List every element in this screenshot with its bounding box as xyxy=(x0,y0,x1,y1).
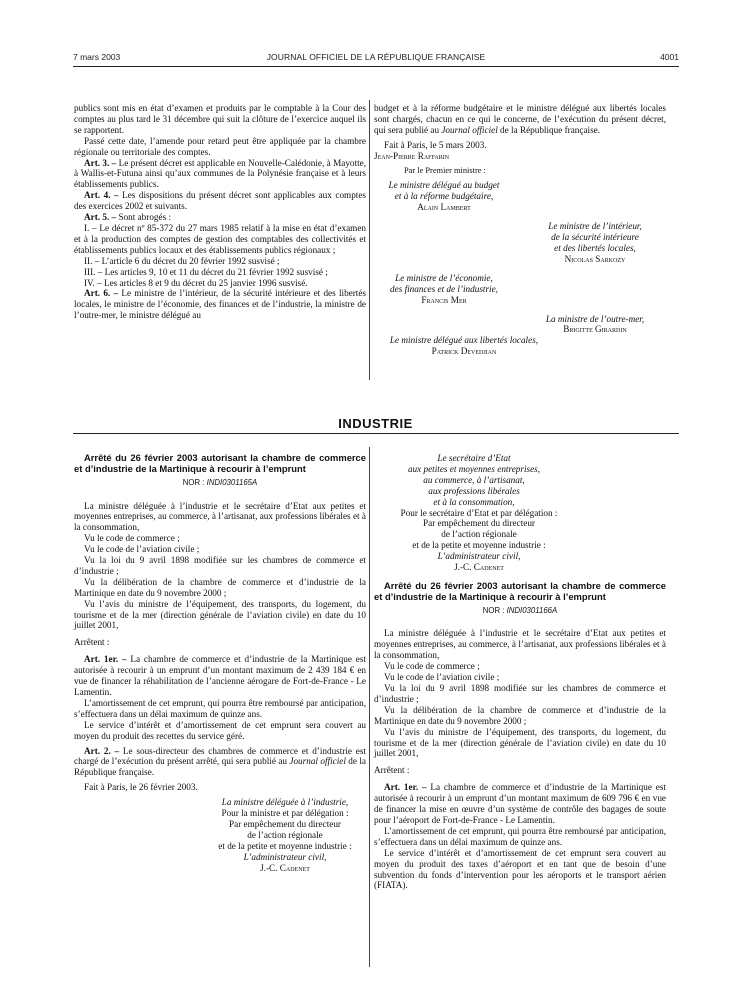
signing-place-date: Fait à Paris, le 5 mars 2003. xyxy=(384,139,487,150)
visa: Vu la délibération de la chambre de commerce et d’industrie de la Martinique en date du 9 novembre 2000 ; xyxy=(74,576,366,598)
article-label: Art. 6. – xyxy=(84,288,119,299)
paragraph: publics sont mis en état d’examen et produits par le comptable à la Cour des comptes au plus tard le 31 décembre qui suit la clôture de l’exercice auquel ils se rapportent. xyxy=(74,103,366,135)
visa: Vu la loi du 9 avril 1898 modifiée sur les chambres de commerce et d’industrie ; xyxy=(74,555,366,576)
header-page-number: 4001 xyxy=(660,52,679,62)
article-label: Art. 2. – xyxy=(84,745,120,756)
visa: Vu le code de l’aviation civile ; xyxy=(84,544,200,555)
arrete-title: Arrêté du 26 février 2003 autorisant la chambre de commerce et d’industrie de la Martinique à recourir à l’emprunt xyxy=(74,452,366,474)
article-label: Art. 4. – xyxy=(84,190,119,201)
signatory-delegation: et de la petite et moyenne industrie : xyxy=(218,840,352,851)
list-item: I. – Le décret nº 85-372 du 27 mars 1985 relatif à la mise en état d’examen et à la production des comptes de gestion des comptables des collectivités et établissements publics locaux et des établissements publics régionaux ; xyxy=(74,222,366,255)
signatory-title: Le ministre de l’intérieur, xyxy=(548,221,642,232)
article-label: Art. 3. – xyxy=(84,157,117,168)
article-1 xyxy=(374,782,666,826)
signature-block xyxy=(204,797,366,873)
arrete-165-column xyxy=(74,453,366,874)
closing-paragraph: budget et à la réforme budgétaire et le ministre délégué aux libertés locales sont chargés, chacun en ce qui le concerne, de l’exécution du présent décret, qui sera publié au Journal officiel de la République française. xyxy=(374,103,666,135)
paragraph: Le service d’intérêt et d’amortissement de cet emprunt sera couvert au moyen du produit des recettes du service géré. xyxy=(74,719,366,741)
signatory-title: Le ministre délégué au budget xyxy=(388,180,500,191)
list-item: III. – Les articles 9, 10 et 11 du décret du 21 février 1992 susvisé ; xyxy=(84,266,328,277)
signatory-title: et des libertés locales, xyxy=(554,242,636,253)
article-text: La chambre de commerce et d’industrie de la Martinique est autorisée à recourir à un emprunt d’un montant maximum de 2 439 184 € en vue de financer la réhabilitation de l’ancienne aérogare de Fort-de-France - Le Lamentin. xyxy=(74,654,366,697)
signatory-name: J.-C. Cadenet xyxy=(454,562,504,573)
visa: Vu l’avis du ministre de l’équipement, des transports, du logement, du tourisme et de la mer (direction générale de l’aviation civile) en date du 10 juillet 2001, xyxy=(374,726,666,759)
article-label: Art. 5. – xyxy=(84,212,117,223)
header-rule xyxy=(73,66,679,67)
section-title: INDUSTRIE xyxy=(338,416,413,431)
signatory-title: Le ministre délégué aux libertés locales, xyxy=(389,335,539,346)
signatory-title: L’administrateur civil, xyxy=(243,851,327,862)
signature-block xyxy=(524,314,666,336)
article-label: Art. 1er. – xyxy=(84,654,127,665)
signatory-title: des finances et de l’industrie, xyxy=(390,283,498,294)
signatory-title: et à la réforme budgétaire, xyxy=(394,191,494,202)
signature-block xyxy=(374,453,574,508)
paragraph: Passé cette date, l’amende pour retard peut être appliquée par la chambre régionale ou territoriale des comptes. xyxy=(74,135,366,157)
signatory-name: J.-C. Cadenet xyxy=(260,862,310,873)
visa: Vu l’avis du ministre de l’équipement, des transports, du logement, du tourisme et de la mer (direction générale de l’aviation civile) en date du 10 juillet 2001, xyxy=(74,598,366,631)
article-2: Art. 2. – Le sous-directeur des chambres de commerce et d’industrie est chargé de l’exécution du présent arrêté, qui sera publié au Journal officiel de la République française. xyxy=(74,745,366,778)
article-text: Le ministre de l’intérieur, de la sécurité intérieure et des libertés locales, le ministre de l’économie, des finances et de l’industrie, la ministre de l’outre-mer, le ministre délégué au xyxy=(74,288,367,321)
signature-block xyxy=(524,221,666,265)
article-text: Sont abrogés : xyxy=(116,212,172,223)
decree-end-left-column xyxy=(74,103,366,321)
article-text: La chambre de commerce et d’industrie de la Martinique est autorisée à recourir à un emprunt d’un montant maximum de 609 796 € en vue de financer la mise en œuvre d’un système de contrôle des bagages de soute pour l’aéroport de Fort-de-France - Le Lamentin. xyxy=(374,782,666,825)
paragraph: Le service d’intérêt et d’amortissement de cet emprunt sera couvert au moyen du produit des taxes d’aéroport et en tant que de besoin d’une subvention du fonds d’intervention pour les aéroports et le transport aérien (FIATA). xyxy=(374,847,666,891)
signature-block xyxy=(374,508,584,573)
article-text: Le présent décret est applicable en Nouvelle-Calédonie, à Mayotte, à Wallis-et-Futuna ainsi qu’aux communes de la Polynésie française et à leurs établissements publics. xyxy=(74,157,366,190)
signatory-title: La ministre de l’outre-mer, xyxy=(545,313,645,324)
signatory-name: Jean-Pierre Raffarin xyxy=(374,150,450,161)
signatory-title: Le ministre de l’économie, xyxy=(395,272,493,283)
arretent: Arrêtent : xyxy=(374,765,410,776)
signature-block xyxy=(374,335,554,357)
signatory-name: Brigitte Girardin xyxy=(563,324,627,335)
signatory-title: aux professions libérales xyxy=(428,485,520,496)
paragraph: L’amortissement de cet emprunt, qui pourra être remboursé par anticipation, s’effectuera dans un délai maximum de quinze ans. xyxy=(374,825,666,847)
decree-end-right-column xyxy=(374,103,666,357)
visa: Vu le code de l’aviation civile ; xyxy=(384,672,500,683)
visa: Vu le code de commerce ; xyxy=(384,661,480,672)
nor-code: INDI0301165A xyxy=(206,477,258,487)
signature-block xyxy=(374,273,514,306)
signatory-name: Alain Lambert xyxy=(417,202,471,213)
signatory-name: Patrick Devedjian xyxy=(431,346,497,357)
preamble: La ministre déléguée à l’industrie et le secrétaire d’Etat aux petites et moyennes entreprises, au commerce, à l’artisanat, aux professions libérales et à la consommation, xyxy=(374,628,666,661)
signatory-title: de la sécurité intérieure xyxy=(551,232,639,243)
signatory-title: La ministre déléguée à l’industrie, xyxy=(221,797,349,808)
list-item: IV. – Les articles 8 et 9 du décret du 25 janvier 1996 susvisé. xyxy=(84,277,308,288)
signatory-title: au commerce, à l’artisanat, xyxy=(423,474,525,485)
article-label: Art. 1er. – xyxy=(384,782,427,793)
column-divider xyxy=(369,447,370,967)
article-4 xyxy=(74,190,366,212)
article-1 xyxy=(74,654,366,698)
signature-block xyxy=(374,180,514,213)
signatory-delegation: de l’action régionale xyxy=(247,829,323,840)
signatory-title: L’administrateur civil, xyxy=(437,551,521,562)
signatory-delegation: Pour la ministre et par délégation : xyxy=(221,808,349,819)
arretent: Arrêtent : xyxy=(74,637,110,648)
journal-name: Journal officiel xyxy=(441,124,498,135)
signatory-title: Le secrétaire d’Etat xyxy=(437,453,511,463)
signatory-name: Francis Mer xyxy=(421,294,467,305)
visa: Vu la loi du 9 avril 1898 modifiée sur les chambres de commerce et d’industrie ; xyxy=(374,683,666,704)
running-header xyxy=(73,52,679,65)
visa: Vu la délibération de la chambre de commerce et d’industrie de la Martinique en date du 9 novembre 2000 ; xyxy=(374,704,666,726)
signing-place-date: Fait à Paris, le 26 février 2003. xyxy=(84,782,198,793)
arrete-166-column xyxy=(374,453,666,891)
article-5 xyxy=(74,212,366,223)
paragraph: L’amortissement de cet emprunt, qui pourra être remboursé par anticipation, s’effectuera dans un délai maximum de quinze ans. xyxy=(74,697,366,719)
visa: Vu le code de commerce ; xyxy=(84,533,180,544)
header-date: 7 mars 2003 xyxy=(73,52,121,62)
article-text: Les dispositions du présent décret sont applicables aux comptes des exercices 2002 et suivants. xyxy=(74,190,366,212)
nor-code: INDI0301166A xyxy=(506,605,558,615)
signatory-delegation: Par empêchement du directeur xyxy=(423,518,535,529)
article-6 xyxy=(74,288,366,321)
signatory-title: aux petites et moyennes entreprises, xyxy=(407,463,541,474)
signatory-delegation: Par empêchement du directeur xyxy=(229,818,341,829)
column-divider xyxy=(369,100,370,380)
signatory-delegation: de l’action régionale xyxy=(441,529,517,540)
header-journal-title: JOURNAL OFFICIEL DE LA RÉPUBLIQUE FRANÇAISE xyxy=(266,52,486,62)
signatory-title: et à la consommation, xyxy=(433,496,515,507)
nor-reference: NOR : INDI0301165A xyxy=(182,477,258,487)
section-rule xyxy=(73,433,679,434)
signatory-name: Nicolas Sarkozy xyxy=(564,253,626,264)
article-3 xyxy=(74,158,366,191)
signatory-delegation: Par le Premier ministre : xyxy=(404,165,486,175)
list-item: II. – L’article 6 du décret du 20 février 1992 susvisé ; xyxy=(84,255,280,266)
journal-name: Journal officiel xyxy=(289,756,346,767)
arrete-title: Arrêté du 26 février 2003 autorisant la chambre de commerce et d’industrie de la Martinique à recourir à l’emprunt xyxy=(374,579,666,602)
signatory-delegation: Pour le secrétaire d’Etat et par délégation : xyxy=(400,507,558,518)
preamble: La ministre déléguée à l’industrie et le secrétaire d’Etat aux petites et moyennes entreprises, au commerce, à l’artisanat, aux professions libérales et à la consommation, xyxy=(74,500,366,533)
nor-reference: NOR : INDI0301166A xyxy=(482,605,558,615)
signatory-delegation: et de la petite et moyenne industrie : xyxy=(412,540,546,551)
